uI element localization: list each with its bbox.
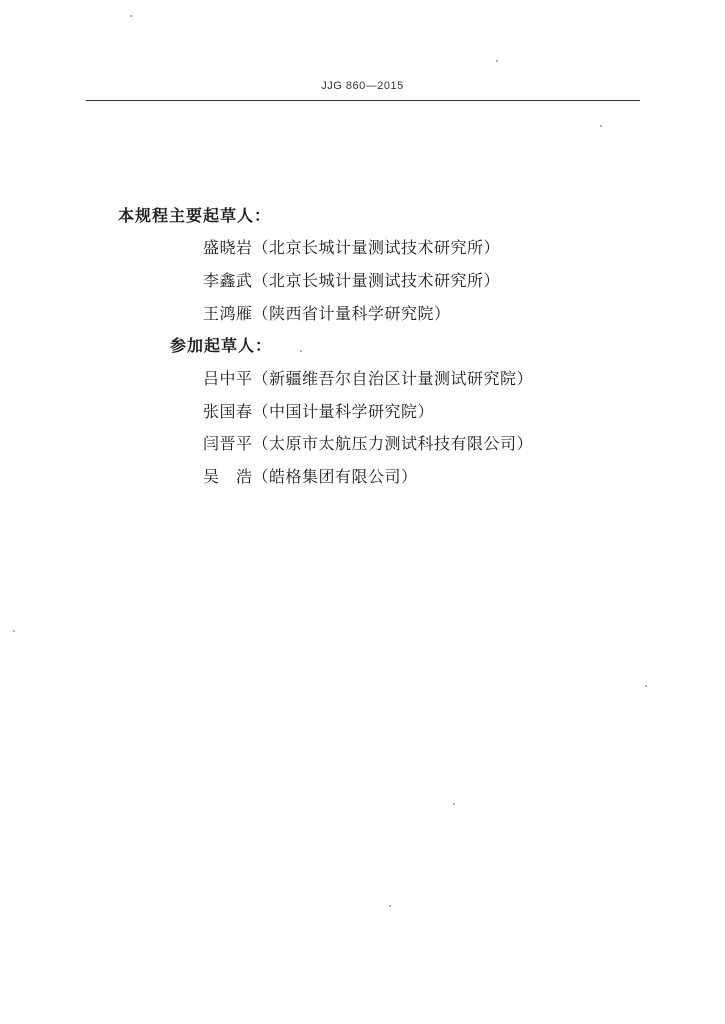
participating-drafter-row xyxy=(203,399,434,422)
participating-drafter-row xyxy=(203,431,533,454)
drafter-org: （中国计量科学研究院） xyxy=(252,402,435,421)
drafter-org: （皓格集团有限公司） xyxy=(252,467,418,486)
drafter-name: 张国春 xyxy=(203,402,253,421)
drafter-name: 吕中平 xyxy=(203,369,253,388)
scan-speck xyxy=(389,905,391,907)
participating-drafters-heading: 参加起草人： xyxy=(170,336,273,355)
drafter-org: （北京长城计量测试技术研究所） xyxy=(252,271,501,290)
drafter-name: 盛晓岩 xyxy=(203,238,253,257)
scan-speck xyxy=(130,15,132,17)
scan-speck xyxy=(496,60,498,62)
participating-drafter-row xyxy=(203,464,418,487)
drafter-name: 王鸿雁 xyxy=(203,304,253,323)
scan-speck xyxy=(600,125,602,127)
main-drafters-heading: 本规程主要起草人： xyxy=(118,206,272,225)
drafter-name: 吴 浩 xyxy=(203,467,253,486)
scan-speck xyxy=(453,803,455,805)
drafter-org: （太原市太航压力测试科技有限公司） xyxy=(252,434,534,453)
header-rule xyxy=(86,100,640,101)
main-drafter-row xyxy=(203,268,500,291)
scan-speck xyxy=(645,685,647,687)
drafter-org: （北京长城计量测试技术研究所） xyxy=(252,238,501,257)
main-drafter-row xyxy=(203,301,451,324)
scan-speck xyxy=(300,350,302,352)
scan-speck xyxy=(13,630,15,632)
drafter-org: （新疆维吾尔自治区计量测试研究院） xyxy=(252,369,534,388)
standard-code: JJG 860—2015 xyxy=(321,80,404,92)
drafter-org: （陕西省计量科学研究院） xyxy=(252,304,451,323)
drafter-name: 闫晋平 xyxy=(203,434,253,453)
drafter-name: 李鑫武 xyxy=(203,271,253,290)
participating-drafter-row xyxy=(203,366,533,389)
main-drafter-row xyxy=(203,235,500,258)
